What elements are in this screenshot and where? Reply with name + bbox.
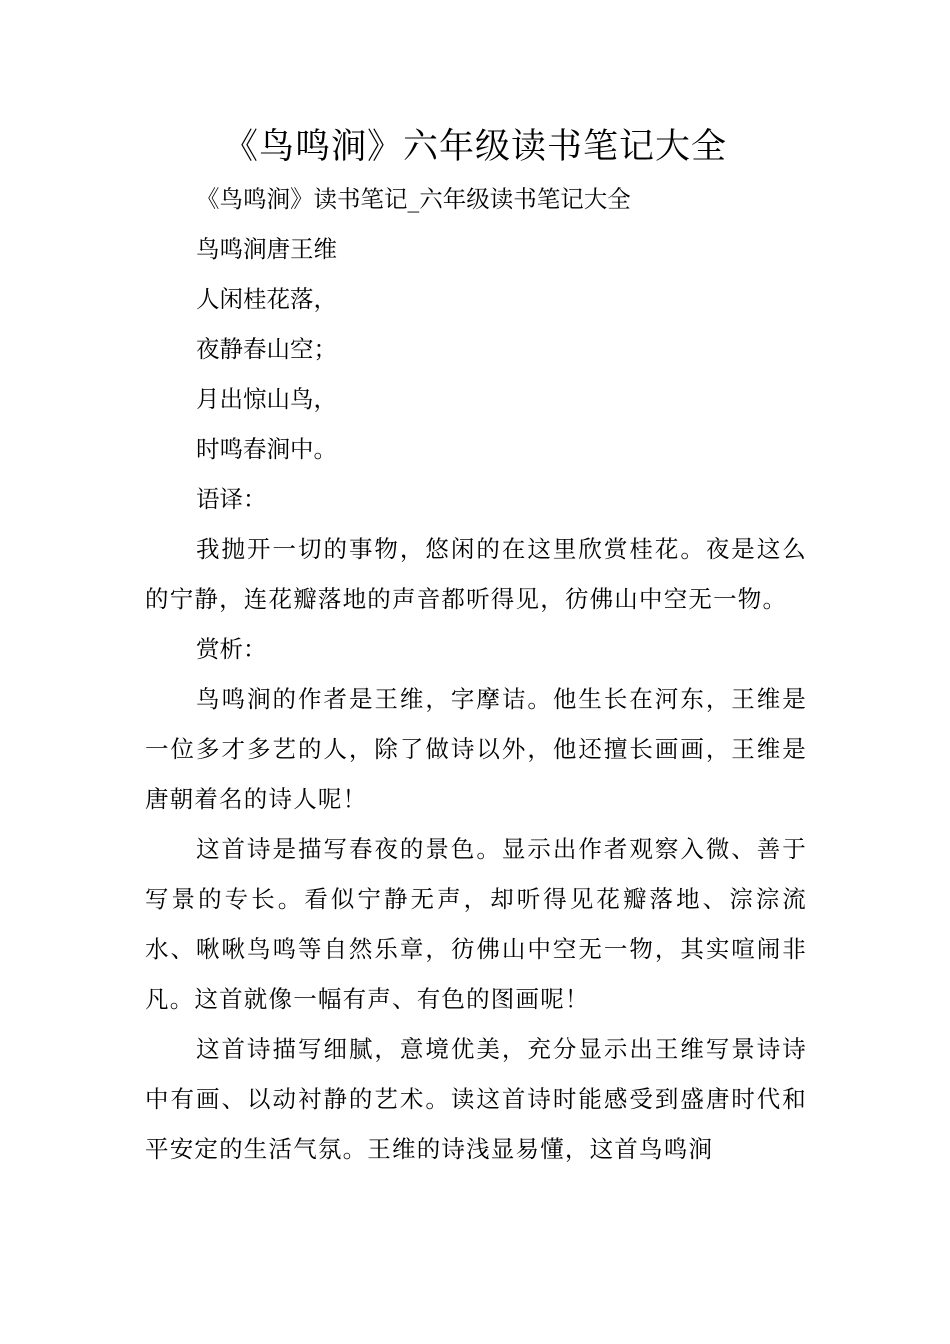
translation-label: 语译： — [196, 485, 267, 513]
subtitle: 《鸟鸣涧》读书笔记_六年级读书笔记大全 — [196, 185, 631, 213]
analysis-paragraph-1: 鸟鸣涧的作者是王维，字摩诘。他生长在河东，王维是一位多才多艺的人，除了做诗以外，他还擅长画画，王维是唐朝着名的诗人呢！ — [145, 685, 807, 813]
poem-heading: 鸟鸣涧唐王维 — [196, 235, 337, 263]
document-title: 《鸟鸣涧》六年级读书笔记大全 — [222, 127, 727, 167]
poem-line-2: 夜静春山空； — [196, 335, 337, 363]
analysis-paragraph-3: 这首诗描写细腻，意境优美，充分显示出王维写景诗诗中有画、以动衬静的艺术。读这首诗时能感受到盛唐时代和平安定的生活气氛。王维的诗浅显易懂，这首鸟鸣涧 — [145, 1035, 807, 1163]
poem-line-3: 月出惊山鸟， — [196, 385, 337, 413]
poem-line-4: 时鸣春涧中。 — [196, 435, 337, 463]
poem-line-1: 人闲桂花落， — [196, 285, 337, 313]
analysis-paragraph-2: 这首诗是描写春夜的景色。显示出作者观察入微、善于写景的专长。看似宁静无声，却听得见花瓣落地、淙淙流水、啾啾鸟鸣等自然乐章，彷佛山中空无一物，其实喧闹非凡。这首就像一幅有声、有色的图画呢！ — [145, 835, 807, 1013]
document-body — [145, 174, 807, 1174]
translation-paragraph: 我抛开一切的事物，悠闲的在这里欣赏桂花。夜是这么的宁静，连花瓣落地的声音都听得见，彷佛山中空无一物。 — [145, 535, 807, 613]
analysis-label: 赏析： — [196, 635, 267, 663]
